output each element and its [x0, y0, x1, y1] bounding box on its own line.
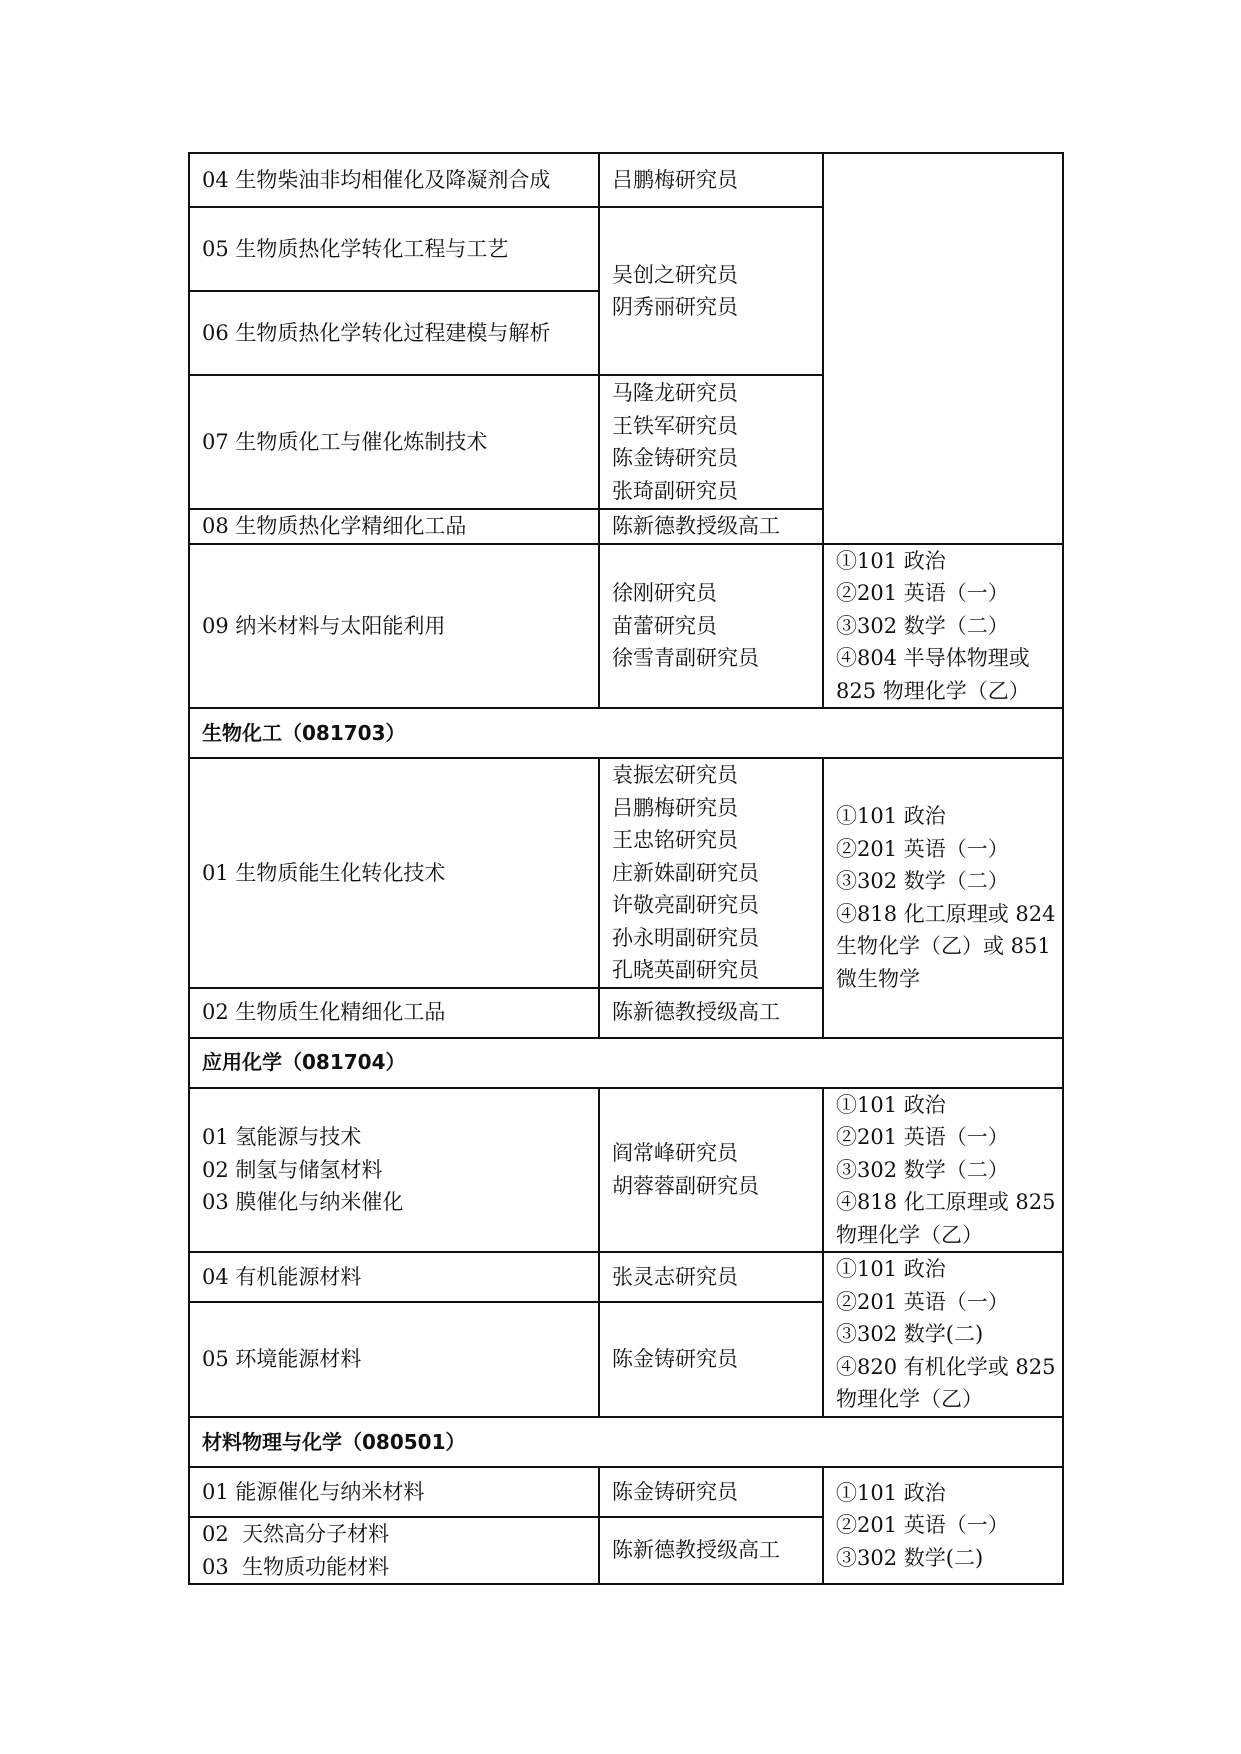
- exam-subject: 生物化学（乙）或 851: [836, 934, 1051, 959]
- table-row: [189, 1088, 1063, 1253]
- exam-subject: ②201 英语（一）: [836, 1125, 1009, 1149]
- direction-line: 03 膜催化与纳米催化: [202, 1190, 404, 1214]
- admissions-table: [188, 152, 1064, 1585]
- table-row: [189, 1467, 1063, 1517]
- exam-cell: [823, 1252, 1063, 1417]
- advisor-cell: 张灵志研究员: [599, 1252, 823, 1302]
- advisor-name: 孙永明副研究员: [612, 925, 759, 950]
- advisor-name: 孔晓英副研究员: [612, 958, 759, 982]
- advisor-name: 许敬亮副研究员: [612, 893, 759, 917]
- advisor-name: 马隆龙研究员: [612, 381, 738, 405]
- exam-subject: ②201 英语（一）: [836, 836, 1009, 861]
- exam-cell: [823, 1088, 1063, 1253]
- exam-subject: ①101 政治: [836, 1257, 946, 1282]
- advisor-cell: [599, 375, 823, 509]
- direction-cell: 09 纳米材料与太阳能利用: [189, 544, 599, 709]
- exam-subject: ①101 政治: [836, 1092, 946, 1117]
- direction-line: 02 制氢与储氢材料: [202, 1157, 383, 1182]
- direction-cell: 06 生物质热化学转化过程建模与解析: [189, 291, 599, 375]
- section-header: 生物化工（081703）: [189, 708, 1063, 758]
- exam-subject: ④820 有机化学或 825: [836, 1354, 1056, 1379]
- advisor-name: 王铁军研究员: [612, 413, 738, 438]
- exam-subject: 微生物学: [836, 966, 920, 991]
- direction-line: 01 氢能源与技术: [202, 1125, 362, 1149]
- advisor-name: 袁振宏研究员: [612, 763, 738, 787]
- table-row: [189, 544, 1063, 709]
- advisor-name: 王忠铭研究员: [612, 828, 738, 852]
- direction-cell: [189, 1088, 599, 1253]
- exam-subject: ③302 数学（二）: [836, 613, 1009, 638]
- direction-cell: 04 有机能源材料: [189, 1252, 599, 1302]
- exam-cell-empty: [823, 153, 1063, 544]
- exam-subject: ①101 政治: [836, 804, 946, 829]
- exam-subject: ③302 数学（二）: [836, 869, 1009, 894]
- advisor-name: 张琦副研究员: [612, 478, 738, 503]
- direction-cell: 05 环境能源材料: [189, 1302, 599, 1417]
- advisor-cell: [599, 544, 823, 709]
- section-header-row: [189, 708, 1063, 758]
- advisor-name: 胡蓉蓉副研究员: [612, 1173, 759, 1198]
- exam-subject: ①101 政治: [836, 1480, 946, 1505]
- exam-subject: ③302 数学(二): [836, 1545, 984, 1570]
- advisor-name: 吴创之研究员: [612, 262, 738, 287]
- direction-cell: 04 生物柴油非均相催化及降凝剂合成: [189, 153, 599, 207]
- advisor-cell: 陈金铸研究员: [599, 1302, 823, 1417]
- direction-line: 02 天然高分子材料: [202, 1522, 390, 1546]
- direction-line: 03 生物质功能材料: [202, 1554, 390, 1579]
- advisor-name: 阎常峰研究员: [612, 1141, 738, 1166]
- exam-subject: ①101 政治: [836, 548, 946, 573]
- exam-subject: ④804 半导体物理或: [836, 646, 1030, 670]
- section-header-row: [189, 1417, 1063, 1467]
- advisor-cell: 陈新德教授级高工: [599, 509, 823, 544]
- advisor-cell: 陈新德教授级高工: [599, 988, 823, 1038]
- advisor-cell: 吕鹏梅研究员: [599, 153, 823, 207]
- advisor-name: 苗蕾研究员: [612, 613, 717, 638]
- exam-subject: ②201 英语（一）: [836, 1289, 1009, 1314]
- exam-subject: ②201 英语（一）: [836, 581, 1009, 605]
- direction-cell: 07 生物质化工与催化炼制技术: [189, 375, 599, 509]
- advisor-name: 陈金铸研究员: [612, 446, 738, 470]
- exam-subject: ③302 数学(二): [836, 1322, 984, 1347]
- table-row: [189, 1252, 1063, 1302]
- exam-subject: ④818 化工原理或 825: [836, 1190, 1056, 1214]
- exam-subject: 825 物理化学（乙）: [836, 678, 1030, 703]
- advisor-cell: [599, 758, 823, 988]
- table-row: [189, 758, 1063, 988]
- exam-subject: 物理化学（乙）: [836, 1387, 983, 1412]
- direction-cell: 02 生物质生化精细化工品: [189, 988, 599, 1038]
- direction-cell: 01 生物质能生化转化技术: [189, 758, 599, 988]
- exam-subject: ④818 化工原理或 824: [836, 901, 1056, 926]
- advisor-cell: [599, 207, 823, 375]
- advisor-name: 徐刚研究员: [612, 581, 717, 605]
- advisor-name: 吕鹏梅研究员: [612, 795, 738, 820]
- section-header: 应用化学（081704）: [189, 1038, 1063, 1088]
- exam-cell: [823, 758, 1063, 1038]
- section-header-row: [189, 1038, 1063, 1088]
- advisor-cell: [599, 1088, 823, 1253]
- exam-cell: [823, 544, 1063, 709]
- direction-cell: 08 生物质热化学精细化工品: [189, 509, 599, 544]
- direction-cell: 01 能源催化与纳米材料: [189, 1467, 599, 1517]
- table-row: [189, 153, 1063, 207]
- exam-subject: 物理化学（乙）: [836, 1222, 983, 1247]
- exam-cell: [823, 1467, 1063, 1584]
- direction-cell: 05 生物质热化学转化工程与工艺: [189, 207, 599, 291]
- section-header: 材料物理与化学（080501）: [189, 1417, 1063, 1467]
- advisor-cell: 陈新德教授级高工: [599, 1517, 823, 1584]
- exam-subject: ②201 英语（一）: [836, 1513, 1009, 1538]
- advisor-name: 庄新姝副研究员: [612, 860, 759, 885]
- advisor-cell: 陈金铸研究员: [599, 1467, 823, 1517]
- direction-cell: [189, 1517, 599, 1584]
- advisor-name: 阴秀丽研究员: [612, 295, 738, 319]
- advisor-name: 徐雪青副研究员: [612, 646, 759, 670]
- exam-subject: ③302 数学（二）: [836, 1157, 1009, 1182]
